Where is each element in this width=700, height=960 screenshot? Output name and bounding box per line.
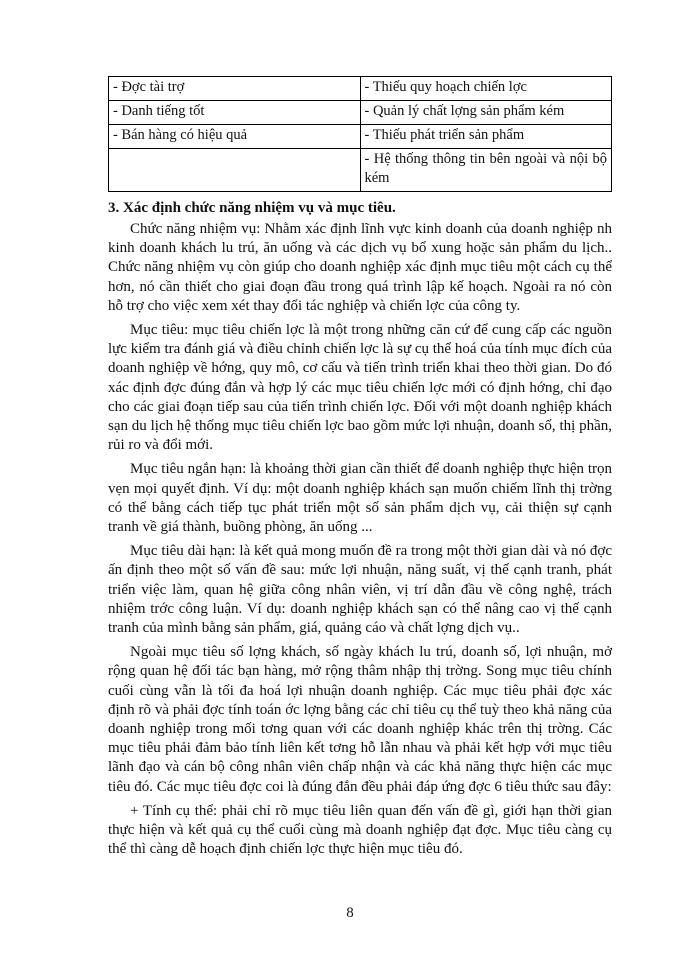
body-text: [108, 220, 612, 865]
paragraph-functions: Chức năng nhiệm vụ: Nhằm xác định lĩnh vực kinh doanh của doanh nghiệp nh kinh doanh khách lu trú, ăn uống và các dịch vụ bổ xung hoặc sản phẩm du lịch.. Chức năng nhiệm vụ còn giúp cho doanh nghiệp xác định mục tiêu một cách cụ thể hơn, nó cần thiết cho giai đoạn đầu trong quá trình lập kế hoạch. Ngoài ra nó còn hỗ trợ cho việc xem xét thay đổi tác nghiệp và chiến lợc của công ty.: [108, 221, 612, 314]
table-cell-strength: [109, 149, 361, 192]
section-heading: 3. Xác định chức năng nhiệm vụ và mục tiêu.: [108, 200, 396, 216]
paragraph-short-term: Mục tiêu ngắn hạn: là khoảng thời gian cần thiết để doanh nghiệp thực hiện trọn vẹn mọi quyết định. Ví dụ: một doanh nghiệp khách sạn muốn chiếm lĩnh thị trờng có thể bằng cách tiếp tục phát triển một số sản phẩm dịch vụ, cải thiện sự cạnh tranh về giá thành, buồng phòng, ăn uống ...: [108, 461, 612, 536]
paragraph-specificity: + Tính cụ thể: phải chỉ rõ mục tiêu liên quan đến vấn đề gì, giới hạn thời gian thực hiện và kết quả cụ thể cuối cùng mà doanh nghiệp đạt đợc. Mục tiêu càng cụ thể thì càng dễ hoạch định chiến lợc thực hiện mục tiêu đó.: [108, 802, 612, 858]
paragraph-other-objectives: Ngoài mục tiêu số lợng khách, số ngày khách lu trú, doanh số, lợi nhuận, mở rộng quan hệ đối tác bạn hàng, mở rộng thâm nhập thị trờng. Song mục tiêu chính cuối cùng vẫn là tối đa hoá lợi nhuận doanh nghiệp. Các mục tiêu phải đợc xác định rõ và phải đợc tính toán ớc lợng bằng các chỉ tiêu cụ thể tuỳ theo khả năng của doanh nghiệp trong mối tơng quan với các doanh nghiệp khác trên thị trờng. Các mục tiêu phải đảm bảo tính liên kết tơng hỗ lẫn nhau và phải kết hợp với mục tiêu lãnh đạo và cán bộ công nhân viên chấp nhận và các khả năng thực hiện các mục tiêu đó. Các mục tiêu đợc coi là đúng đắn đều phải đáp ứng đợc 6 tiêu thức sau đây:: [108, 644, 612, 795]
swot-table: [108, 76, 612, 192]
table-cell-strength: - Bán hàng có hiệu quả: [109, 125, 361, 149]
table-row: [109, 77, 612, 101]
paragraph-objectives: Mục tiêu: mục tiêu chiến lợc là một trong những căn cứ để cung cấp các nguồn lực kiểm tra đánh giá và điều chỉnh chiến lợc là sự cụ thể hoá của tính mục đích của doanh nghiệp về hớng, quy mô, cơ cấu và tiến trình triển khai theo thời gian. Do đó xác định đợc đúng đắn và hợp lý các mục tiêu chiến lợc mới có định hớng, chỉ đạo cho các giai đoạn tiếp sau của tiến trình chiến lợc. Đối với một doanh nghiệp khách sạn du lịch hệ thống mục tiêu chiến lợc bao gồm mức lợi nhuận, doanh số, thị phần, rủi ro và đổi mới.: [108, 322, 612, 454]
table-cell-strength: - Đợc tài trợ: [109, 77, 361, 101]
table-row: [109, 125, 612, 149]
table-cell-strength: - Danh tiếng tốt: [109, 101, 361, 125]
table-cell-weakness: - Thiếu phát triển sản phẩm: [360, 125, 612, 149]
table-cell-weakness: - Quản lý chất lợng sản phẩm kém: [360, 101, 612, 125]
table-cell-weakness: - Thiếu quy hoạch chiến lợc: [360, 77, 612, 101]
table-row: [109, 101, 612, 125]
page-number: 8: [346, 905, 354, 921]
table-row: [109, 149, 612, 192]
table-cell-weakness: - Hệ thống thông tin bên ngoài và nội bộ kém: [360, 149, 612, 192]
paragraph-long-term: Mục tiêu dài hạn: là kết quả mong muốn đề ra trong một thời gian dài và nó đợc ấn định theo một số vấn đề sau: mức lợi nhuận, năng suất, vị thế cạnh tranh, phát triển việc làm, quan hệ giữa công nhân viên, vị trí dẫn đầu về công nghệ, trách nhiệm trớc công luận. Ví dụ: doanh nghiệp khách sạn có thể nâng cao vị thế cạnh tranh của mình bằng sản phẩm, giá, quảng cáo và chất lợng dịch vụ..: [108, 543, 612, 637]
